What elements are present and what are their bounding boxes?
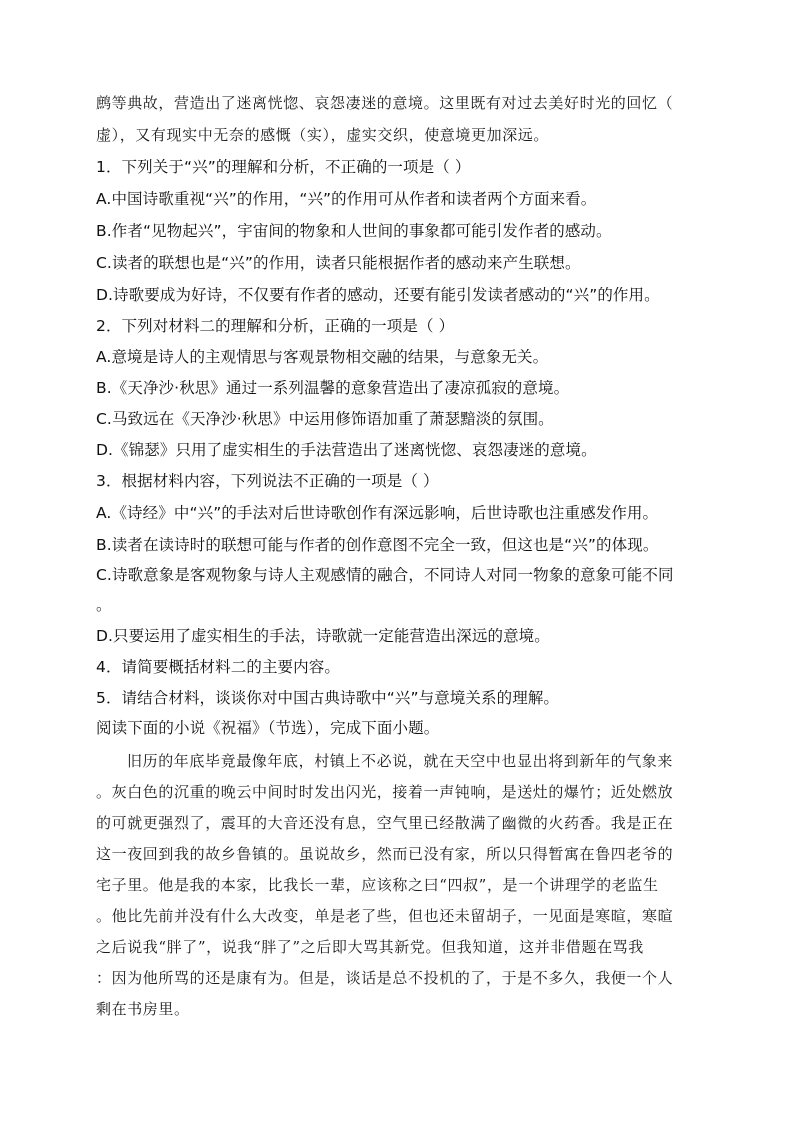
question-2-option-b: B.《天净沙·秋思》通过一系列温馨的意象营造出了凄凉孤寂的意境。 xyxy=(96,379,570,397)
question-1-stem: 1．下列关于“兴”的理解和分析，不正确的一项是（ ） xyxy=(96,158,471,176)
excerpt-line-9: 剩在书房里。 xyxy=(96,1000,190,1018)
question-3-option-c: C.诗歌意象是客观物象与诗人主观感情的融合，不同诗人对同一物象的意象可能不同 xyxy=(96,566,674,584)
question-1-option-a: A.中国诗歌重视“兴”的作用，“兴”的作用可从作者和读者两个方面来看。 xyxy=(96,190,597,208)
intro-line-1: 鹧等典故，营造出了迷离恍惚、哀怨凄迷的意境。这里既有对过去美好时光的回忆（ xyxy=(96,94,674,112)
question-1-option-c: C.读者的联想也是“兴”的作用，读者只能根据作者的感动来产生联想。 xyxy=(96,254,581,272)
question-2-option-d: D.《锦瑟》只用了虚实相生的手法营造出了迷离恍惚、哀怨凄迷的意境。 xyxy=(96,441,597,459)
excerpt-line-3: 的可就更强烈了，震耳的大音还没有息，空气里已经散满了幽微的火药香。我是正在 xyxy=(96,814,674,832)
question-3-option-c-continued: 。 xyxy=(96,596,112,614)
excerpt-line-4: 这一夜回到我的故乡鲁镇的。虽说故乡，然而已没有家，所以只得暂寓在鲁四老爷的 xyxy=(96,845,674,863)
reading-instruction: 阅读下面的小说《祝福》（节选），完成下面小题。 xyxy=(96,719,440,737)
question-2-stem: 2．下列对材料二的理解和分析，正确的一项是（ ） xyxy=(96,317,455,335)
excerpt-line-1: 旧历的年底毕竟最像年底，村镇上不必说，就在天空中也显出将到新年的气象来 xyxy=(127,752,674,770)
excerpt-line-2: 。灰白色的沉重的晚云中间时时发出闪光，接着一声钝响，是送灶的爆竹；近处燃放 xyxy=(96,783,674,801)
question-5-stem: 5．请结合材料，谈谈你对中国古典诗歌中“兴”与意境关系的理解。 xyxy=(96,689,560,707)
question-3-option-d: D.只要运用了虚实相生的手法，诗歌就一定能营造出深远的意境。 xyxy=(96,627,550,645)
intro-line-2: 虚），又有现实中无奈的感慨（实），虚实交织，使意境更加深远。 xyxy=(96,126,550,144)
question-2-option-a: A.意境是诗人的主观情思与客观景物相交融的结果，与意象无关。 xyxy=(96,348,549,366)
question-1-option-b: B.作者“见物起兴”，宇宙间的物象和人世间的事象都可能引发作者的感动。 xyxy=(96,222,612,240)
question-3-option-a: A.《诗经》中“兴”的手法对后世诗歌创作有深远影响，后世诗歌也注重感发作用。 xyxy=(96,504,659,522)
question-3-option-b: B.读者在读诗时的联想可能与作者的创作意图不完全一致，但这也是“兴”的体现。 xyxy=(96,536,659,554)
excerpt-line-5: 宅子里。他是我的本家，比我长一辈，应该称之曰“四叔”，是一个讲理学的老监生 xyxy=(96,876,659,894)
excerpt-line-7: 之后说我“胖了”，说我“胖了”之后即大骂其新党。但我知道，这并非借题在骂我 xyxy=(96,938,644,956)
question-4-stem: 4．请简要概括材料二的主要内容。 xyxy=(96,658,340,676)
question-1-option-d: D.诗歌要成为好诗，不仅要有作者的感动，还要有能引发读者感动的“兴”的作用。 xyxy=(96,286,660,304)
excerpt-line-6: 。他比先前并没有什么大改变，单是老了些，但也还未留胡子，一见面是寒暄，寒暄 xyxy=(96,907,674,925)
question-3-stem: 3．根据材料内容，下列说法不正确的一项是（ ） xyxy=(96,472,439,490)
question-2-option-c: C.马致远在《天净沙·秋思》中运用修饰语加重了萧瑟黯淡的氛围。 xyxy=(96,410,554,428)
excerpt-line-8: ：因为他所骂的还是康有为。但是，谈话是总不投机的了，于是不多久，我便一个人 xyxy=(96,969,674,987)
